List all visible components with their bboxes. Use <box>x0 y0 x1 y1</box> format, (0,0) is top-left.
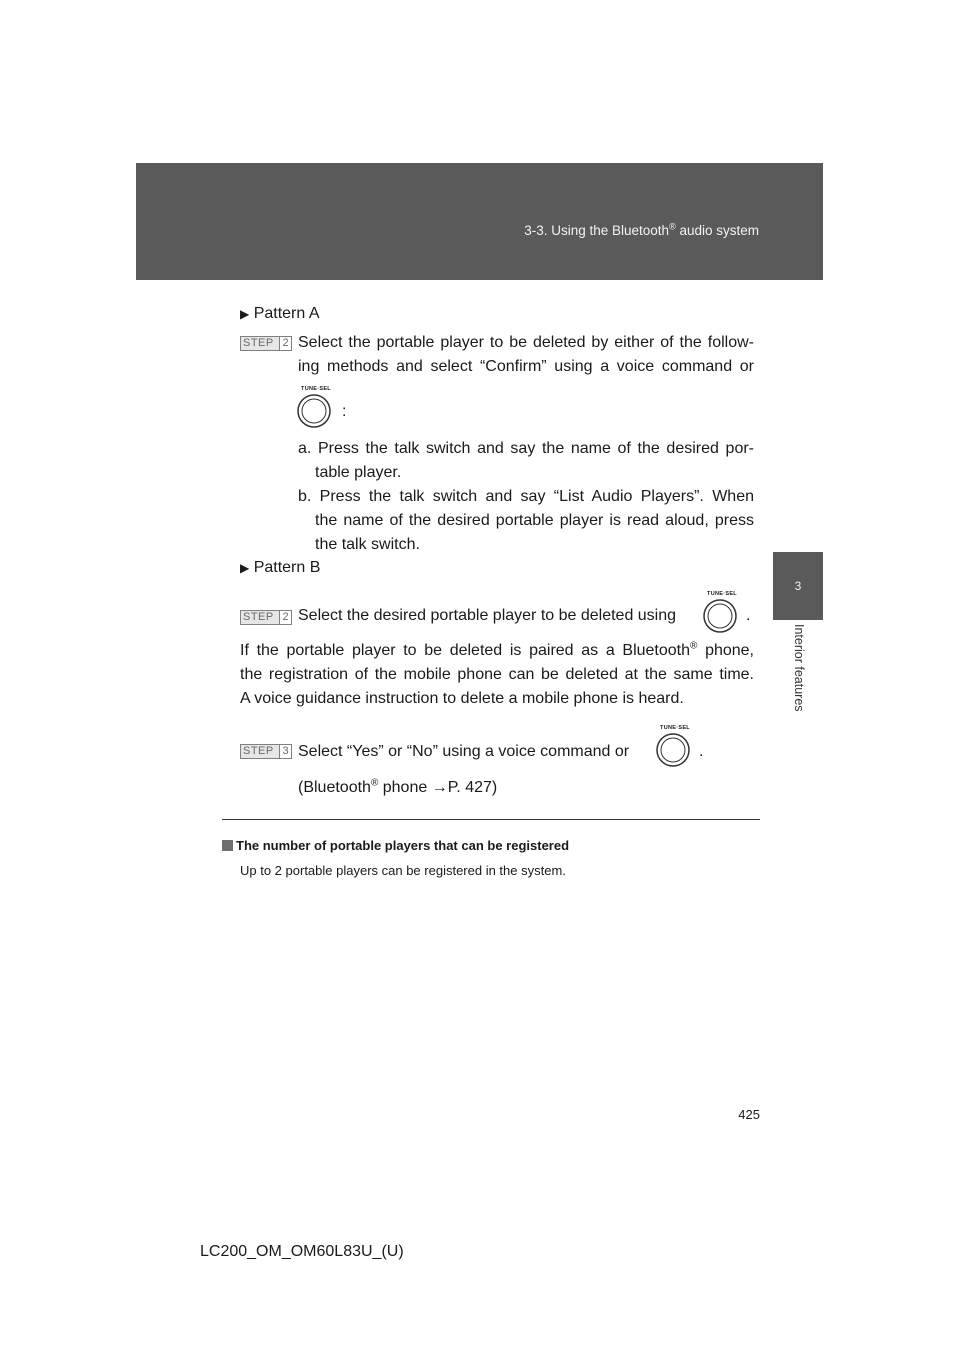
list-item-b-cont: the name of the desired portable player is read aloud, press <box>315 512 754 529</box>
registered-mark: ® <box>370 777 379 789</box>
knob-dial-icon <box>654 732 696 768</box>
paired-note-line: A voice guidance instruction to delete a mobile phone is heard. <box>240 690 684 707</box>
section-title-suffix: audio system <box>675 223 759 238</box>
pattern-b-text: Select the desired portable player to be deleted using <box>298 607 677 624</box>
list-item-b: b. Press the talk switch and say “List Audio Players”. When <box>298 488 754 505</box>
list-item-b-cont: the talk switch. <box>315 536 420 553</box>
paired-note-line: the registration of the mobile phone can be deleted at the same time. <box>240 666 754 683</box>
list-item-a-cont: table player. <box>315 464 402 481</box>
pattern-a-text-line: Select the portable player to be deleted by either of the follow- <box>298 334 754 351</box>
section-title <box>524 223 759 238</box>
step-number: 2 <box>279 611 291 624</box>
list-item-a: a. Press the talk switch and say the name of the desired por- <box>298 440 754 457</box>
step-number: 2 <box>279 337 291 350</box>
knob-label: TUNE·SEL <box>707 591 737 597</box>
step-number: 3 <box>279 745 291 758</box>
triangle-bullet-icon: ▶ <box>240 307 250 321</box>
note-heading <box>222 838 569 853</box>
paired-note-text: phone, <box>697 642 755 659</box>
step-badge <box>240 744 292 759</box>
section-header-band <box>136 163 823 280</box>
chapter-tab: 3 <box>773 552 823 620</box>
pattern-b-title: Pattern B <box>253 559 321 576</box>
note-heading-text: The number of portable players that can be registered <box>236 838 570 853</box>
section-title-text: 3-3. Using the Bluetooth <box>524 223 670 238</box>
step3-text: Select “Yes” or “No” using a voice command or <box>298 743 630 760</box>
pattern-a-heading <box>240 302 320 326</box>
reference-page-link[interactable]: phone →P. 427) <box>378 779 498 796</box>
knob-label: TUNE·SEL <box>660 725 690 731</box>
document-code: LC200_OM_OM60L83U_(U) <box>200 1243 404 1260</box>
reference-text: (Bluetooth <box>298 779 371 796</box>
step-word: STEP <box>243 337 274 349</box>
registered-mark: ® <box>669 221 676 232</box>
knob-dial-icon <box>295 393 337 429</box>
knob-dial-icon <box>701 598 743 634</box>
square-bullet-icon <box>222 840 233 851</box>
tune-sel-knob-icon <box>654 724 696 768</box>
knob-label: TUNE·SEL <box>301 386 331 392</box>
section-divider <box>222 819 760 820</box>
page-number: 425 <box>738 1107 760 1122</box>
period: . <box>746 607 751 624</box>
step-badge <box>240 610 292 625</box>
pattern-a-text-line: ing methods and select “Confirm” using a voice command or <box>298 358 754 375</box>
triangle-bullet-icon: ▶ <box>240 561 250 575</box>
registered-mark: ® <box>690 640 698 652</box>
paired-note-text: If the portable player to be deleted is paired as a Bluetooth <box>240 642 691 659</box>
step-word: STEP <box>243 611 274 623</box>
colon: : <box>342 403 347 420</box>
pattern-b-heading <box>240 556 320 580</box>
pattern-a-title: Pattern A <box>253 305 320 322</box>
step-word: STEP <box>243 745 274 757</box>
note-body: Up to 2 portable players can be registered in the system. <box>240 863 566 878</box>
period: . <box>699 743 704 760</box>
bluetooth-phone-reference[interactable] <box>298 776 497 800</box>
tune-sel-knob-icon <box>295 385 337 429</box>
tune-sel-knob-icon <box>701 590 743 634</box>
step-badge <box>240 336 292 351</box>
paired-note-line <box>240 639 754 663</box>
chapter-label: Interior features <box>792 624 806 712</box>
